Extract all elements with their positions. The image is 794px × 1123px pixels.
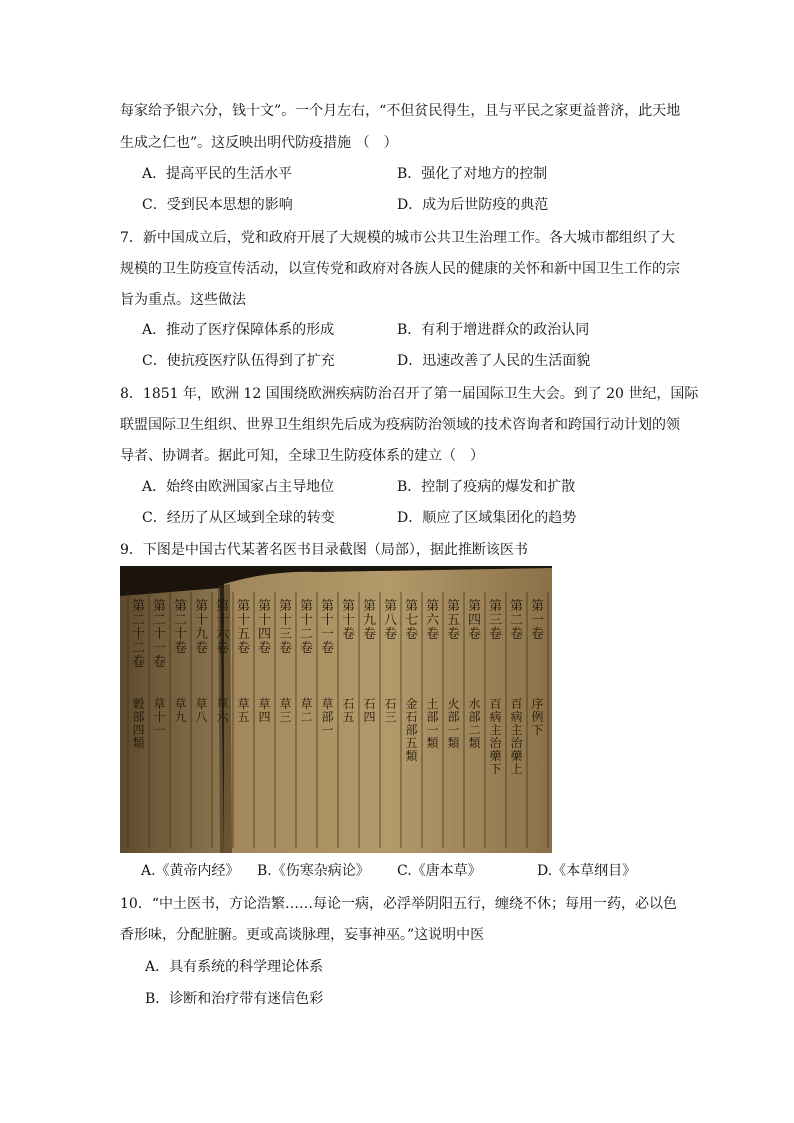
q6-option-d: D．成为后世防疫的典范 — [397, 197, 549, 213]
toc-volume-label: 第十四卷 — [257, 599, 272, 656]
toc-content-label: 草九 — [174, 697, 187, 724]
toc-volume-label: 第二十一卷 — [152, 599, 167, 670]
q7-stem-line1: 7．新中国成立后，党和政府开展了大规模的城市公共卫生治理工作。各大城市都组织了大 — [120, 230, 675, 246]
toc-content-label: 火部一類 — [447, 697, 460, 750]
toc-content-label: 草六 — [216, 697, 229, 724]
q10-stem-line2: 香形味，分配脏腑。更或高谈脉理，妄事神巫。”这说明中医 — [120, 927, 485, 943]
toc-content-label: 水部二類 — [468, 697, 481, 750]
toc-content-label: 草五 — [237, 697, 250, 724]
toc-volume-label: 第十五卷 — [236, 599, 251, 656]
toc-volume-label: 第九卷 — [362, 599, 377, 642]
q8-option-c: C．经历了从区域到全球的转变 — [142, 510, 335, 526]
toc-volume-label: 第三卷 — [488, 599, 503, 642]
toc-volume-label: 第十卷 — [341, 599, 356, 642]
toc-photo-svg — [120, 566, 552, 853]
q9-option-a: A.《黄帝内经》 — [141, 863, 240, 879]
toc-content-label: 草二 — [300, 697, 313, 724]
toc-content-label: 金石部五類 — [405, 697, 418, 763]
q9-option-b: B.《伤寒杂病论》 — [257, 863, 370, 879]
toc-content-label: 石三 — [384, 697, 397, 724]
q9-option-c: C.《唐本草》 — [397, 863, 482, 879]
medical-book-toc-photo — [120, 566, 552, 853]
toc-content-label: 土部一類 — [426, 697, 439, 750]
toc-volume-label: 第六卷 — [425, 599, 440, 642]
toc-volume-label: 第五卷 — [446, 599, 461, 642]
q8-option-a: A．始终由欧洲国家占主导地位 — [142, 479, 335, 495]
toc-content-label: 穀部四類 — [132, 697, 145, 750]
q10-stem-line1: 10．“中土医书，方论浩繁……每论一病，必浮举阴阳五行，缠绕不休；每用一药，必以色 — [120, 896, 677, 912]
q8-stem-line1: 8．1851 年，欧洲 12 国围绕欧洲疾病防治召开了第一届国际卫生大会。到了 20 世纪，国际 — [120, 386, 699, 402]
q10-option-b: B．诊断和治疗带有迷信色彩 — [145, 991, 324, 1007]
toc-content-label: 石五 — [342, 697, 355, 724]
toc-volume-label: 第四卷 — [467, 599, 482, 642]
toc-volume-label: 第十二卷 — [299, 599, 314, 656]
toc-content-label: 草部一 — [321, 697, 334, 737]
toc-volume-label: 第一卷 — [530, 599, 545, 642]
q9-option-d: D.《本草纲目》 — [537, 863, 637, 879]
q7-option-b: B．有利于增进群众的政治认同 — [397, 322, 590, 338]
q7-option-a: A．推动了医疗保障体系的形成 — [142, 322, 335, 338]
q6-option-a: A．提高平民的生活水平 — [142, 166, 293, 182]
toc-content-label: 石四 — [363, 697, 376, 724]
toc-content-label: 序例下 — [531, 697, 544, 737]
q8-option-b: B．控制了疫病的爆发和扩散 — [397, 479, 576, 495]
toc-content-label: 百病主治藥上 — [510, 697, 523, 776]
toc-volume-label: 第八卷 — [383, 599, 398, 642]
toc-content-label: 草三 — [279, 697, 292, 724]
q7-option-c: C．使抗疫医疗队伍得到了扩充 — [142, 353, 335, 369]
q8-stem-line3: 导者、协调者。据此可知，全球卫生防疫体系的建立（ ） — [120, 448, 484, 464]
toc-volume-label: 第十一卷 — [320, 599, 335, 656]
q7-stem-line2: 规模的卫生防疫宣传活动，以宣传党和政府对各族人民的健康的关怀和新中国卫生工作的宗 — [120, 261, 680, 277]
toc-content-label: 草四 — [258, 697, 271, 724]
toc-volume-label: 第七卷 — [404, 599, 419, 642]
toc-content-label: 草八 — [195, 697, 208, 724]
q7-option-d: D．迅速改善了人民的生活面貌 — [397, 353, 591, 369]
q6-option-b: B．强化了对地方的控制 — [397, 166, 548, 182]
toc-volume-label: 第二十卷 — [173, 599, 188, 656]
toc-volume-label: 第十六卷 — [215, 599, 230, 656]
q9-stem-line1: 9．下图是中国古代某著名医书目录截图（局部），据此推断该医书 — [120, 542, 528, 558]
toc-volume-label: 第十三卷 — [278, 599, 293, 656]
q8-option-d: D．顺应了区域集团化的趋势 — [397, 510, 577, 526]
q7-stem-line3: 旨为重点。这些做法 — [120, 292, 246, 308]
q8-stem-line2: 联盟国际卫生组织、世界卫生组织先后成为疫病防治领域的技术咨询者和跨国行动计划的领 — [120, 417, 680, 433]
toc-content-label: 百病主治藥下 — [489, 697, 502, 776]
q10-option-a: A．具有系统的科学理论体系 — [145, 959, 324, 975]
toc-volume-label: 第十九卷 — [194, 599, 209, 656]
q6-option-c: C．受到民本思想的影响 — [142, 197, 293, 213]
toc-volume-label: 第二十二卷 — [131, 599, 146, 670]
q6-stem-line2: 生成之仁也”。这反映出明代防疫措施 （ ） — [120, 135, 398, 151]
toc-volume-label: 第二卷 — [509, 599, 524, 642]
q6-stem-line1: 每家给予银六分，钱十文”。一个月左右，“不但贫民得生，且与平民之家更益普济，此天地 — [120, 103, 681, 119]
toc-content-label: 草十一 — [153, 697, 166, 737]
